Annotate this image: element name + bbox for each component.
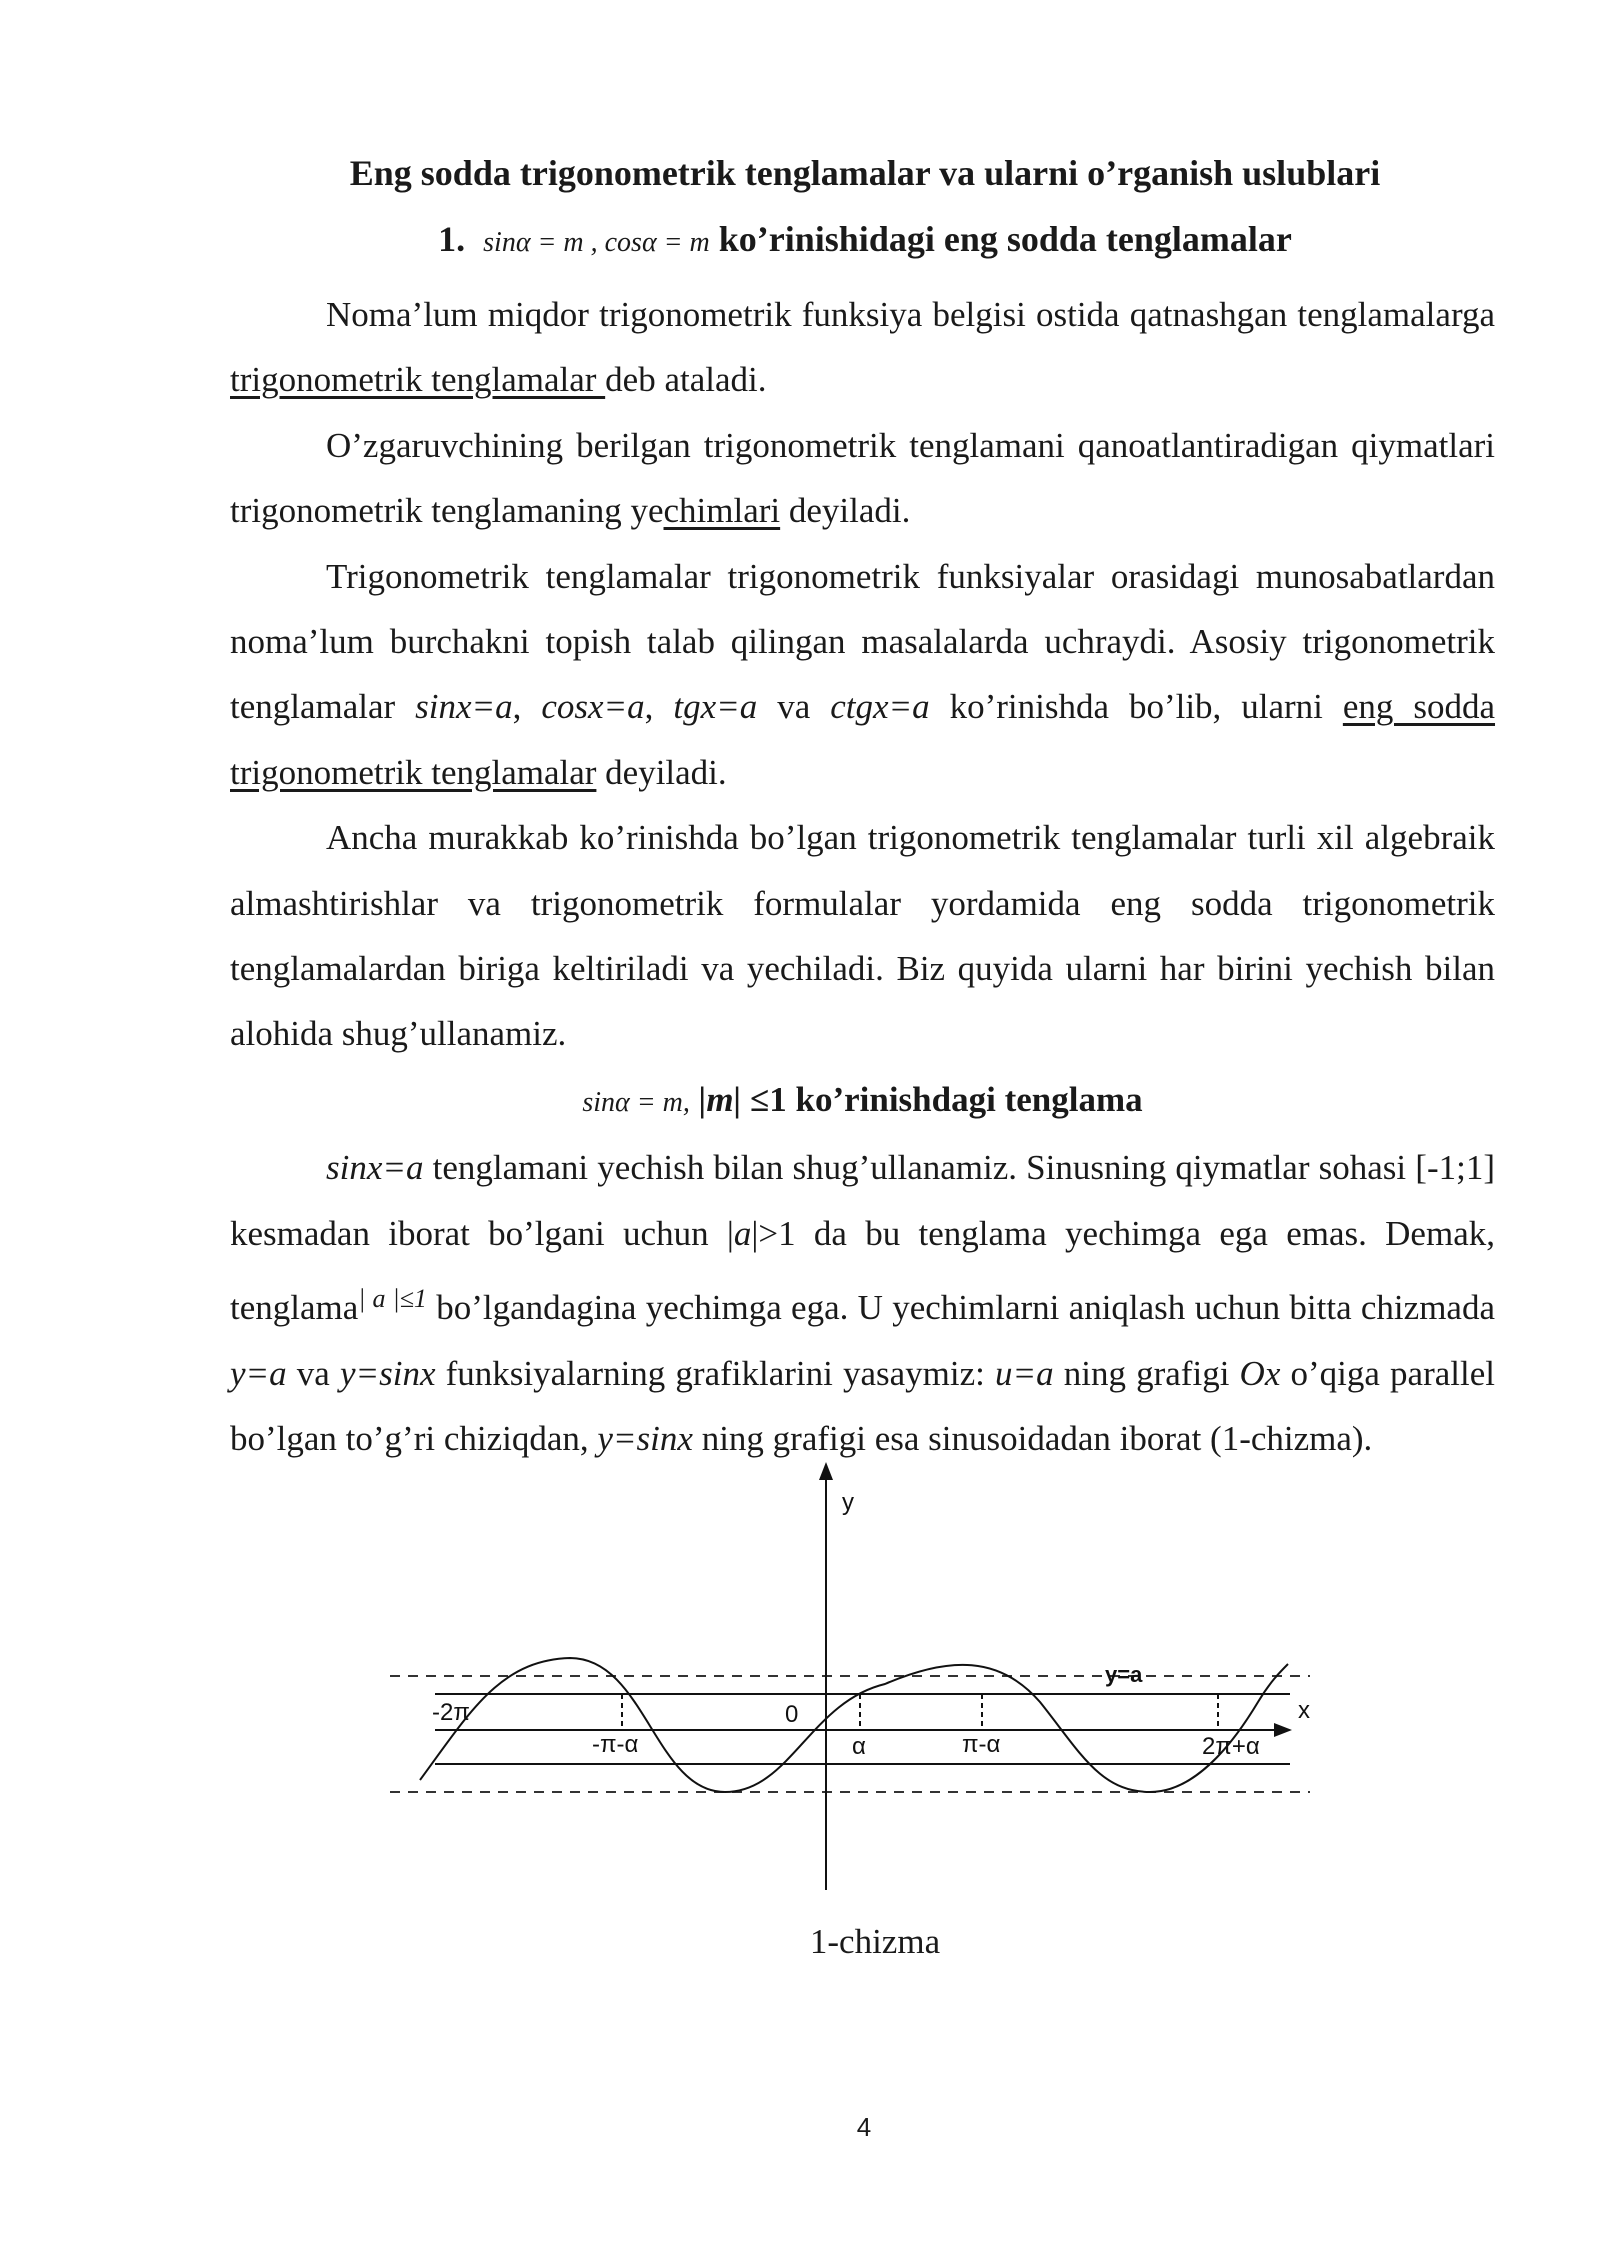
formula: Ox	[1239, 1353, 1281, 1393]
tick-two-pi-plus-alpha: 2π+α	[1202, 1733, 1260, 1760]
text-run: ,	[512, 687, 542, 727]
sine-graph-figure	[380, 1462, 1330, 1902]
formula: sinx=a	[415, 687, 513, 727]
heading-text: ≤1 ko’rinishdagi tenglama	[741, 1079, 1143, 1119]
text-run: va	[757, 687, 831, 727]
section-heading-text: ko’rinishidagi eng sodda tenglamalar	[718, 219, 1292, 259]
x-axis-label: x	[1298, 1697, 1310, 1724]
tick-neg-two-pi: -2π	[432, 1699, 470, 1726]
paragraph-5	[230, 1135, 1495, 1471]
page-number: 4	[856, 2112, 872, 2142]
tick-neg-pi-minus-alpha: -π-α	[592, 1731, 639, 1758]
formula: a	[733, 1213, 752, 1253]
formula: y=sinx	[339, 1353, 436, 1393]
section-number: 1.	[438, 219, 466, 259]
text-run: O’zgaruvchining berilgan trigonometrik tenglamani qanoatlantiradigan qiymatlari trigonometrik tenglamaning ye	[230, 425, 1495, 531]
paragraph-4: Ancha murakkab ko’rinishda bo’lgan trigonometrik tenglamalar turli xil algebraik almashtirishlar va trigonometrik formulalar yordamida eng sodda trigonometrik tenglamalardan biriga keltiriladi va yechiladi. Biz quyida ularni har birini yechish bilan alohida shug’ullanamiz.	[230, 818, 1495, 1054]
formula: y=a	[230, 1353, 287, 1393]
section-formula: sinα = m , cosα = m	[483, 227, 710, 258]
heading-formula: sinα = m,	[582, 1086, 690, 1118]
text-run: ko’rinishda bo’lib, ularni	[929, 687, 1343, 727]
text-run: tenglamani yechish bilan shug’ullanamiz. Sinusning qiymatlar sohasi [-1;1] kesmadan iborat bo’lgani uchun |	[230, 1148, 1495, 1253]
formula: tgx=a	[673, 687, 758, 727]
heading-abs: |m|	[698, 1079, 742, 1119]
text-run: deyiladi.	[596, 752, 727, 792]
text-run: Trigonometrik tenglamalar trigonometrik funksiyalar orasidagi munosabatlardan noma’lum burchakni topish talab qilingan masalalarda uchraydi. Asosiy trigonometrik tenglamalar	[230, 556, 1495, 727]
text-run: ning grafigi	[1053, 1353, 1240, 1393]
formula-inline: | a |≤1	[358, 1284, 427, 1314]
line-label-y-equals-a: y=a	[1105, 1662, 1143, 1687]
formula: sinx=a	[326, 1148, 424, 1188]
formula: cosx=a	[541, 687, 645, 727]
text-run: bo’lgandagina yechimga ega. U yechimlarni aniqlash uchun bitta chizmada	[426, 1288, 1495, 1328]
formula: y=sinx	[597, 1418, 693, 1458]
text-run: ,	[644, 687, 674, 727]
paragraph-1	[230, 282, 1495, 413]
section-heading	[230, 218, 1500, 264]
underlined-term: chimlari	[663, 491, 781, 531]
page-title: Eng sodda trigonometrik tenglamalar va ularni o’rganish uslublari	[349, 153, 1381, 193]
tick-alpha: α	[852, 1733, 866, 1760]
text-run: va	[286, 1353, 340, 1393]
tick-pi-minus-alpha: π-α	[962, 1731, 1001, 1758]
paragraph-2	[230, 413, 1495, 544]
paragraph-3	[230, 544, 1495, 806]
formula: ctgx=a	[830, 687, 930, 727]
figure-caption: 1-chizma	[809, 1922, 941, 1961]
text-run: ning grafigi esa sinusoidadan iborat (1-chizma).	[692, 1418, 1373, 1458]
body-text	[230, 282, 1495, 1471]
tick-zero: 0	[785, 1701, 799, 1728]
underlined-term: eng sodda trigonometrik tenglamalar	[230, 687, 1496, 792]
text-run: funksiyalarning grafiklarini yasaymiz:	[435, 1353, 996, 1393]
x-axis-arrow	[1274, 1723, 1292, 1737]
text-run: deyiladi.	[780, 491, 911, 531]
underlined-term: trigonometrik tenglamalar	[230, 360, 606, 400]
y-axis-arrow	[819, 1462, 833, 1480]
text-run: o’qiga parallel bo’lgan to’g’ri chiziqdan,	[230, 1353, 1495, 1458]
text-run: Noma’lum miqdor trigonometrik funksiya belgisi ostida qatnashgan tenglamalarga	[326, 295, 1495, 334]
text-run: |>1 da bu tenglama yechimga ega emas. Demak, tenglama	[230, 1213, 1495, 1328]
y-axis-label: y	[842, 1489, 854, 1516]
subsection-heading	[230, 1067, 1495, 1135]
formula: u=a	[995, 1353, 1054, 1393]
sine-curve	[420, 1658, 1288, 1792]
text-run: deb ataladi.	[605, 360, 767, 400]
